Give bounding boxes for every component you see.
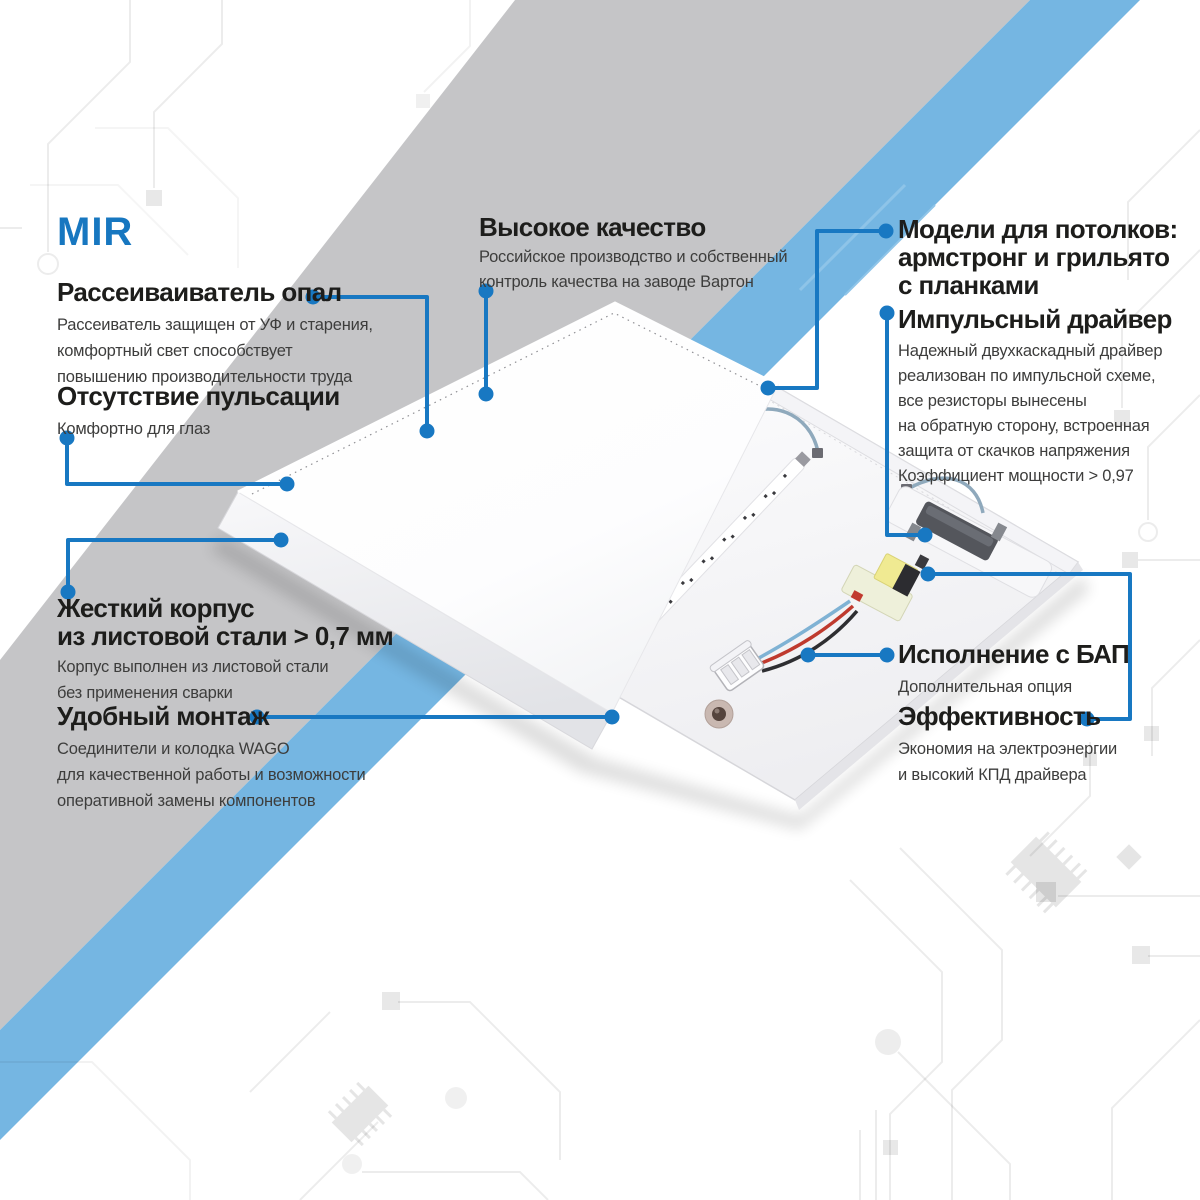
callout-title: Исполнение с БАП xyxy=(898,639,1130,669)
callout-body: Экономия на электроэнергии и высокий КПД драйвера xyxy=(898,740,1117,784)
callout-opal xyxy=(57,278,373,390)
callout-title: Высокое качество xyxy=(479,212,706,242)
callout-body: Корпус выполнен из листовой стали без применения сварки xyxy=(57,658,329,702)
callout-title: Рассеиваиватель опал xyxy=(57,277,342,307)
callout-mounting xyxy=(57,702,366,814)
callout-body: Дополнительная опция xyxy=(898,678,1072,696)
callout-body: Комфортно для глаз xyxy=(57,420,211,438)
callout-ceiling-models xyxy=(898,215,1178,299)
callout-body: Надежный двухкаскадный драйвер реализован по импульсной схеме, все резисторы вынесены на обратную сторону, встроенная защита от скачков напряжения Коэффициент мощности > 0,97 xyxy=(898,342,1163,485)
callout-quality xyxy=(479,213,787,295)
callout-efficiency xyxy=(898,702,1117,788)
callout-title: Удобный монтаж xyxy=(57,701,269,731)
brand-logo: MIR xyxy=(57,210,134,254)
callout-body: Российское производство и собственный контроль качества на заводе Вартон xyxy=(479,248,788,291)
callout-title: Импульсный драйвер xyxy=(898,304,1172,334)
callout-title: Эффективность xyxy=(898,701,1101,731)
callout-title: Модели для потолков: армстронг и грильято с планками xyxy=(898,214,1178,300)
callout-title: Отсутствие пульсации xyxy=(57,381,340,411)
callout-impulse-driver xyxy=(898,305,1172,489)
callout-pulsation xyxy=(57,382,340,442)
callout-body: Рассеиватель защищен от УФ и старения, комфортный свет способствует повышению производительности труда xyxy=(57,316,373,386)
callout-bap xyxy=(898,640,1129,700)
grommet-hole xyxy=(705,700,733,728)
callout-body: Соединители и колодка WAGO для качественной работы и возможности оперативной замены компонентов xyxy=(57,740,366,810)
callout-title: Жесткий корпус из листовой стали > 0,7 мм xyxy=(57,593,394,651)
callout-rigid-housing xyxy=(57,594,393,706)
